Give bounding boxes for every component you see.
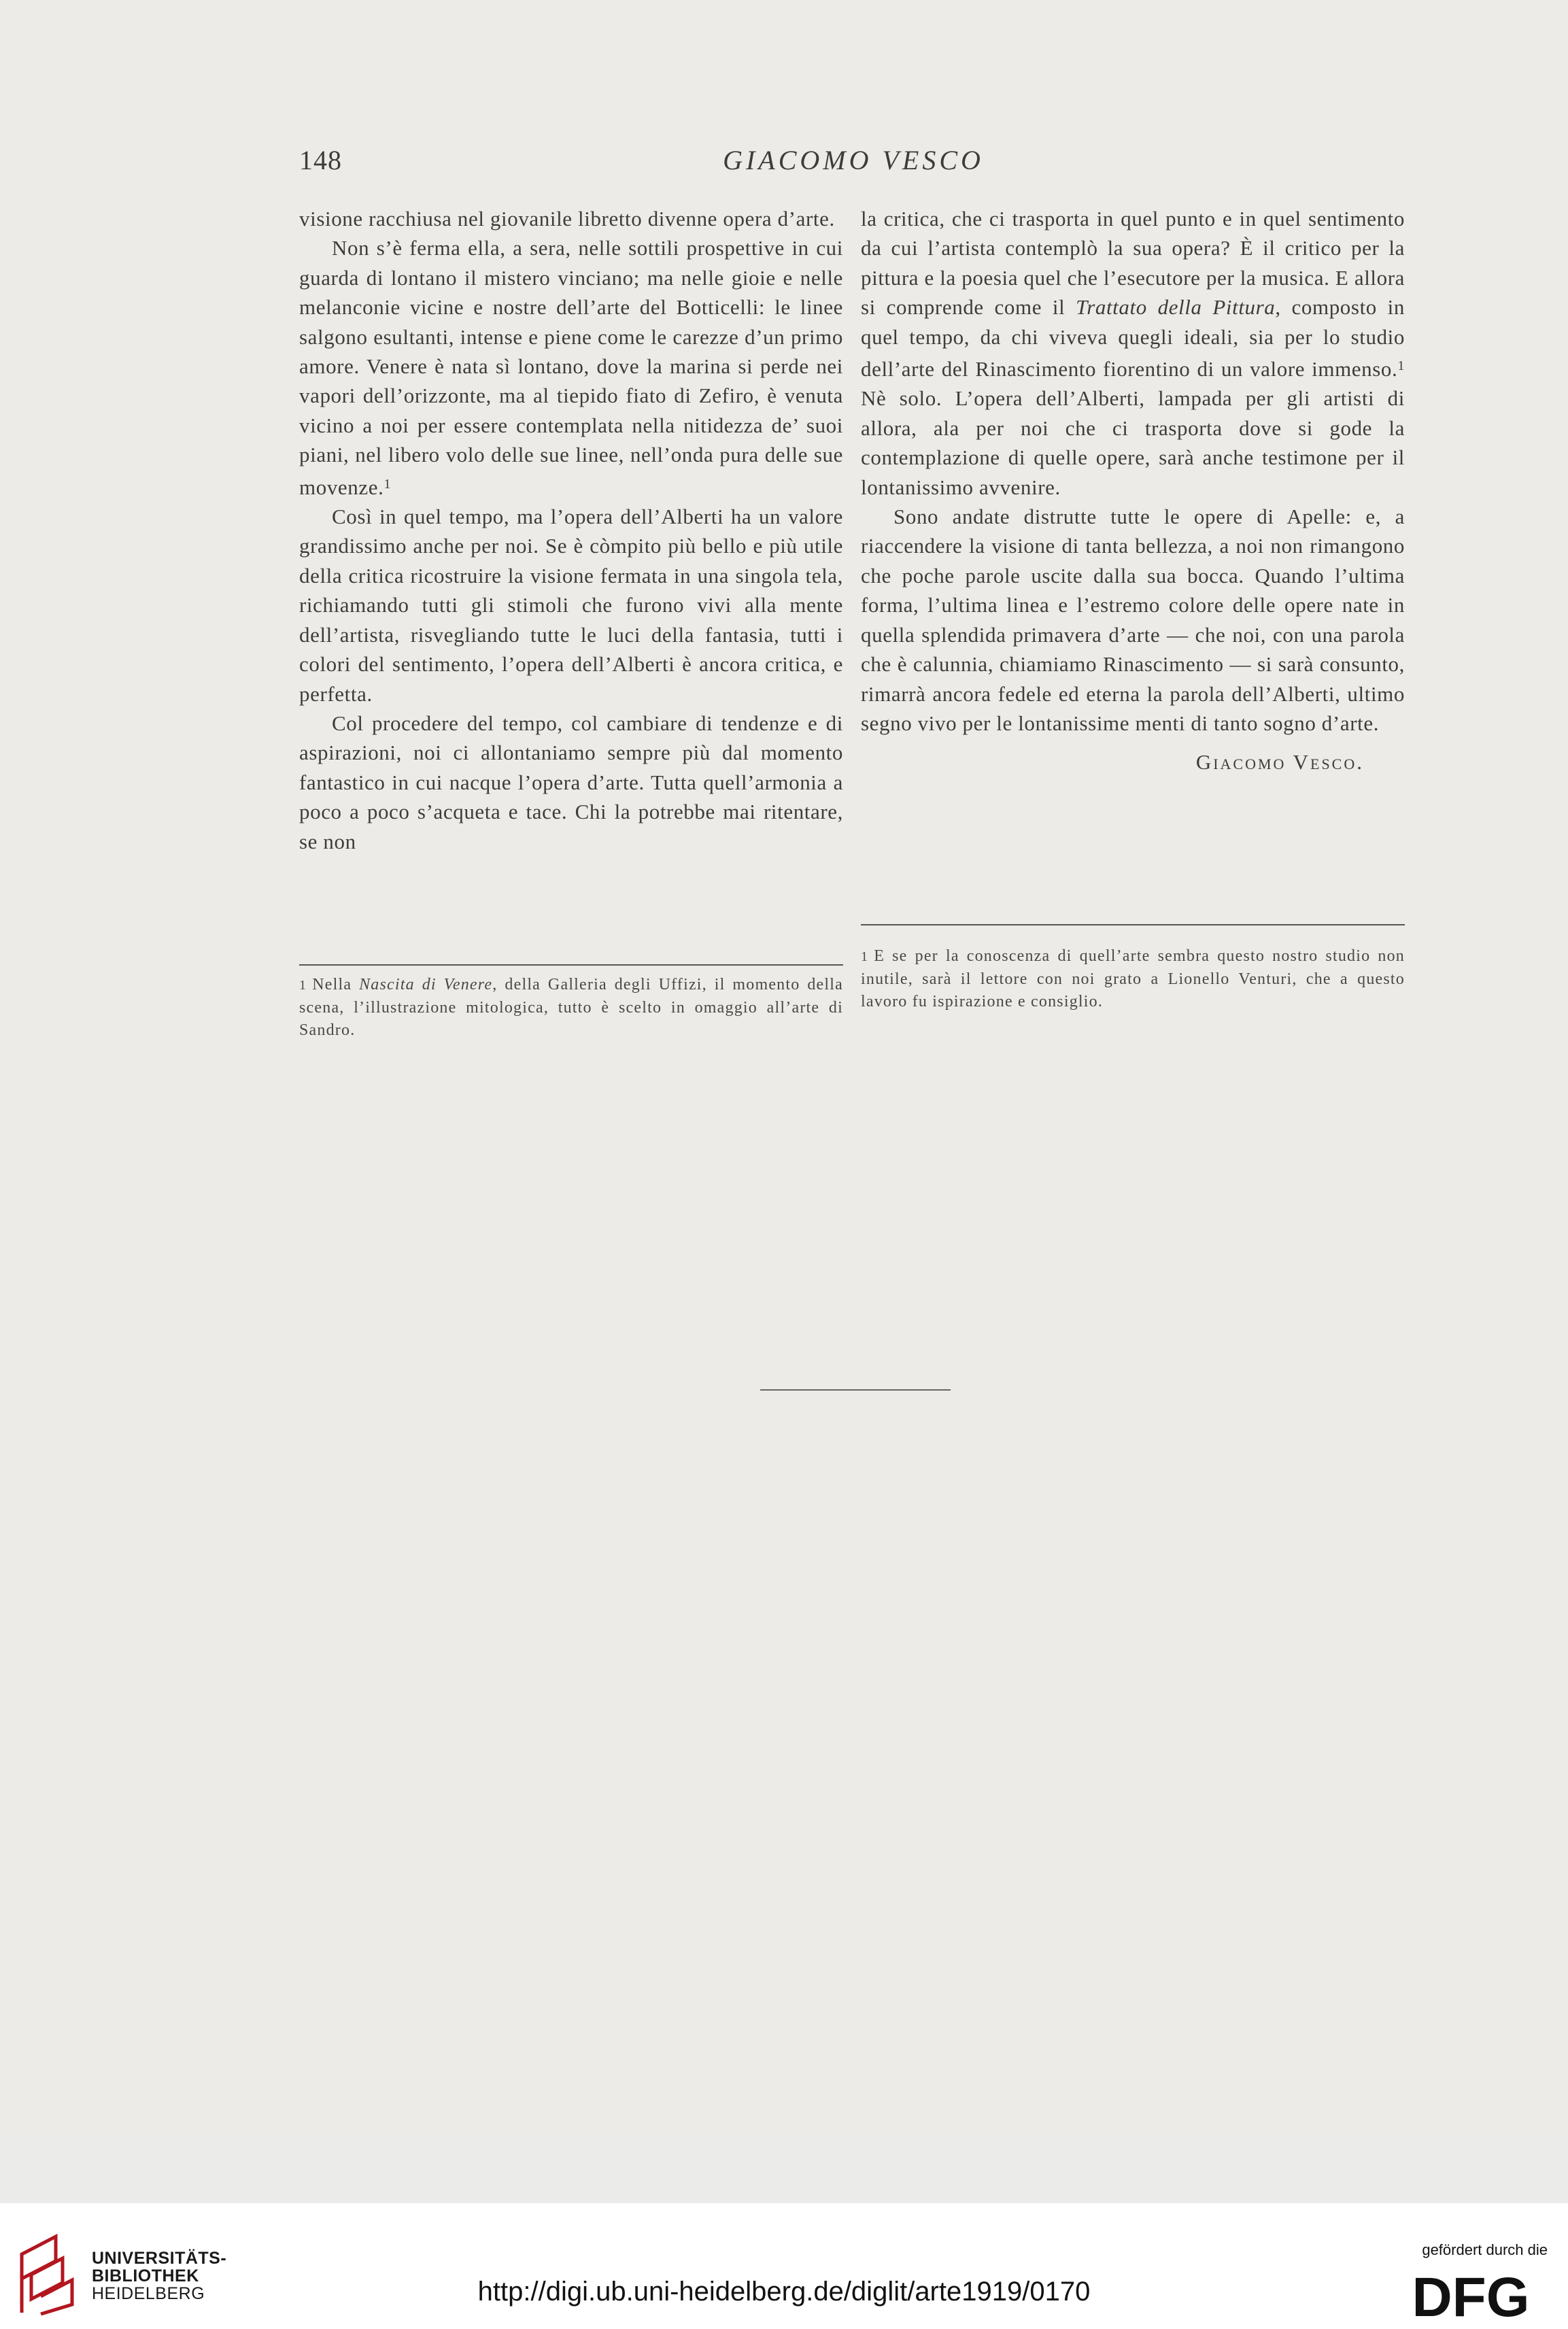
library-name-line-2: BIBLIOTHEK <box>92 2266 199 2285</box>
permalink-url[interactable]: http://digi.ub.uni-heidelberg.de/diglit/arte1919/0170 <box>477 2277 1091 2307</box>
footnote-text: E se per la conoscenza di quell’arte sembra questo nostro studio non inutile, sarà il lettore con noi grato a Lionello Venturi, che a questo lavoro fu ispirazione e consiglio. <box>861 947 1405 1010</box>
left-paragraph-4: Col procedere del tempo, col cambiare di tendenze e di aspirazioni, noi ci allontaniamo sempre più dal momento fantastico in cui nacque l’opera d’arte. Tutta quell’armonia a poco a poco s’acqueta e tace. Chi la potrebbe mai ritentare, se non <box>299 711 843 853</box>
dfg-logo-text: DFG <box>1412 2268 1530 2320</box>
footnote-mark: 1 <box>861 949 869 964</box>
footnote-italic-title: Nascita di Venere <box>359 976 493 993</box>
left-paragraph-2 <box>299 233 843 502</box>
footnote-reference: 1 <box>1397 358 1405 374</box>
footnote-left <box>299 974 843 1042</box>
footnote-right <box>861 945 1405 1013</box>
author-signature: Giacomo Vesco. <box>1195 750 1364 775</box>
page-number: 148 <box>299 145 342 175</box>
treatise-title: Trattato della Pittura <box>1076 295 1276 320</box>
end-rule <box>760 1389 951 1391</box>
left-paragraph-1: visione racchiusa nel giovanile libretto divenne opera d’arte. <box>299 207 835 231</box>
funding-label: gefördert durch die <box>1422 2241 1548 2258</box>
right-paragraph-1-text: la critica, che ci trasporta in quel punto e in quel sentimento da cui l’artista contemplò la sua opera? È il critico per la pittura e la poesia quel che l’esecutore per la musica. E allora si comprende come il <box>861 207 1405 320</box>
running-head <box>299 144 1408 185</box>
viewer-footer <box>0 2203 1568 2329</box>
running-title: GIACOMO VESCO <box>723 145 984 175</box>
footnote-divider-left <box>299 964 843 966</box>
right-paragraph-1-text: Nè solo. L’opera dell’Alberti, lampada per gli artisti di allora, ala per noi che ci trasporta dove si gode la contemplazione di quelle opere, sarà anche testimone per il lontanissimo avvenire. <box>861 386 1405 499</box>
left-paragraph-3: Così in quel tempo, ma l’opera dell’Alberti ha un valore grandissimo anche per noi. Se è còmpito più bello e più utile della critica ricostruire la visione fermata in una singola tela, richiamando tutti gli stimoli che furono vivi alla mente dell’artista, risvegliando tutte le luci della fantasia, tutti i colori del sentimento, l’opera dell’Alberti è ancora critica, e perfetta. <box>299 505 843 706</box>
right-paragraph-2: Sono andate distrutte tutte le opere di Apelle: e, a riaccendere la visione di tanta bellezza, a noi non rimangono che poche parole uscite dalla sua bocca. Quando l’ultima forma, l’ultima linea e l’estremo colore delle opere nate in quella splendida primavera d’arte — che noi, con una parola che è calunnia, chiamiamo Rinascimento — si sarà consunto, rimarrà ancora fedele ed eterna la parola dell’Alberti, ultimo segno vivo per le lontanissime menti di tanto sogno d’arte. <box>861 505 1405 735</box>
footnote-reference: 1 <box>384 476 392 492</box>
footnote-mark: 1 <box>299 978 307 993</box>
footnote-divider-right <box>861 924 1405 925</box>
left-paragraph-2-text: Non s’è ferma ella, a sera, nelle sottili prospettive in cui guarda di lontano il mistero vinciano; ma nelle gioie e nelle melanconie vicine e nostre dell’arte del Botticelli: le linee salgono esultanti, intense e piene come le carezze d’un primo amore. Venere è nata sì lontano, dove la marina si perde nei vapori dell’orizzonte, ma al tiepido fiato di Zefiro, è venuta vicino a noi per essere contemplata nella nitidezza de’ suoi piani, nel libero volo delle sue linee, nell’onda pura delle sue movenze. <box>299 236 843 499</box>
dfg-logo-icon <box>1395 2268 1548 2320</box>
left-column <box>299 204 843 856</box>
right-column <box>861 204 1405 777</box>
right-paragraph-1-text: , composto in quel tempo, da chi viveva quegli ideali, sia per lo studio dell’arte del Rinascimento fiorentino di un valore immenso. <box>861 295 1405 381</box>
library-name-line-3: HEIDELBERG <box>92 2284 205 2303</box>
right-paragraph-1 <box>861 204 1405 502</box>
library-name-line-1: UNIVERSITÄTS- <box>92 2249 227 2268</box>
footnote-text: , della Galleria degli Uffizi, il momento della scena, l’illustrazione mitologica, tutto è scelto in omaggio all’arte di Sandro. <box>299 976 843 1039</box>
footnote-text: Nella <box>312 976 360 993</box>
